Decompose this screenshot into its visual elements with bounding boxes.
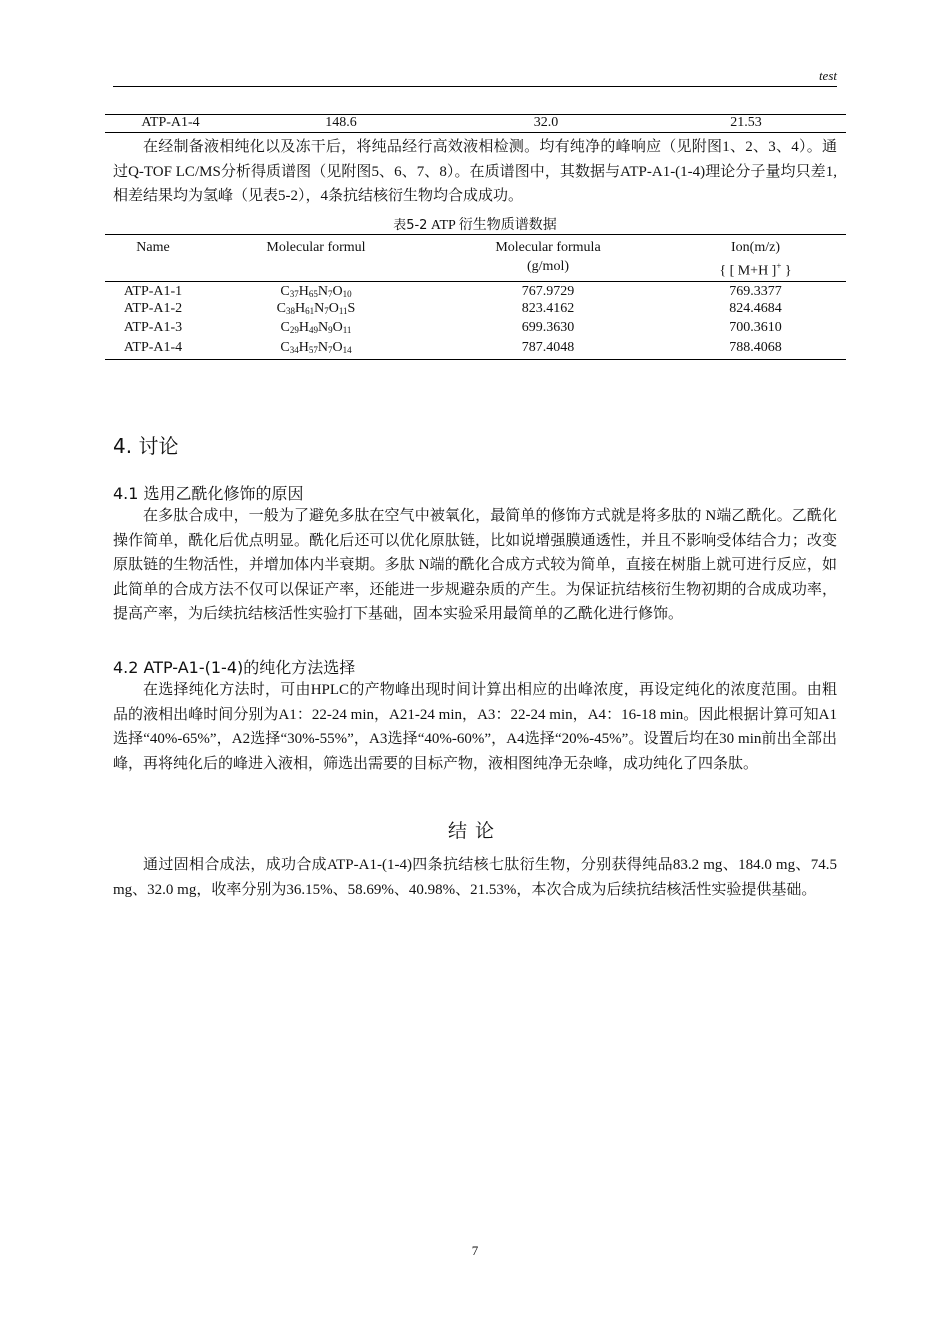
caption-label: 表5-2 [393, 218, 428, 233]
cell-mw: 787.4048 [521, 339, 575, 355]
table-caption [0, 214, 950, 234]
cell-mw: 767.9729 [521, 283, 575, 299]
table-cell: 148.6 [325, 115, 357, 130]
cell-mw: 699.3630 [521, 320, 575, 336]
table-cell: 32.0 [533, 115, 559, 130]
header-formula: Molecular formul [266, 240, 366, 255]
cell-ion: 788.4068 [729, 339, 782, 355]
subsection-heading: 4.2 ATP-A1-(1-4)的纯化方法选择 [113, 658, 356, 677]
table-header-row [105, 235, 846, 282]
cell-name: ATP-A1-2 [123, 300, 183, 316]
cell-mw: 823.4162 [521, 300, 575, 316]
cell-formula: $C_{37}H_{65}N_7O_{10}$ [280, 283, 352, 299]
header-name: Name [136, 240, 170, 255]
running-header: test [818, 68, 837, 83]
subsection-heading: 4.1 选用乙酰化修饰的原因 [113, 484, 304, 503]
section-heading: 4. 讨论 [113, 434, 179, 458]
caption-text: ATP 衍生物质谱数据 [430, 218, 557, 233]
page-number: 7 [471, 1243, 479, 1258]
paragraph: 在选择纯化方法时，可由HPLC的产物峰出现时间计算出相应的出峰浓度，再设定纯化的浓度范围。由粗品的液相出峰时间分别为A1：22-24 min，A21-24 min，A3：22-24 min，A4：16-18 min。因此根据计算可知A1选择“40%-65%”，A2选择“30%-55%”，A3选择“40%-60%”，A4选择“20%-45%”。设置后均在30 min前出全部出峰，再将纯化后的峰进入液相，筛选出需要的目标产物，液相图纯净无杂峰，成功纯化了四条肽。 [113, 682, 837, 772]
paragraph: 在多肽合成中，一般为了避免多肽在空气中被氧化，最简单的修饰方式就是将多肽的 N端乙酰化。乙酰化操作简单，酰化后优点明显。酰化后还可以优化原肽链，比如说增强膜通透性，并且不影响受体结合力；改变原肽链的生物活性，并增加体内半衰期。多肽 N端的酰化合成方式较为简单，直接在树脂上就可进行反应，如此简单的合成方法不仅可以保证产率，还能进一步规避杂质的产生。为保证抗结核衍生物初期的合成成功率，提高产率，为后续抗结核活性实验打下基础，固本实验采用最简单的乙酰化进行修饰。 [113, 508, 837, 623]
header-ion-unit: { [ M+H ]+ } [719, 261, 792, 279]
table-row [105, 281, 846, 301]
cell-formula: $C_{29}H_{49}N_9O_{11}$ [280, 320, 352, 336]
cell-ion: 769.3377 [729, 283, 782, 299]
cell-formula: $C_{38}H_{61}N_7O_{11}S$ [276, 300, 356, 316]
cell-ion: 700.3610 [729, 320, 782, 336]
table-row [105, 115, 846, 133]
cell-name: ATP-A1-3 [123, 320, 183, 336]
table-row [105, 320, 846, 340]
cell-name: ATP-A1-1 [123, 283, 183, 299]
header-mw: Molecular formula (g/mol) [495, 240, 601, 274]
paragraph: 通过固相合成法，成功合成ATP-A1-(1-4)四条抗结核七肽衍生物，分别获得纯品83.2 mg、184.0 mg、74.5 mg、32.0 mg，收率分别为36.15%、58.69%、40.98%、21.53%，本次合成为后续抗结核活性实验提供基础。 [113, 857, 837, 898]
paragraph: 在经制备液相纯化以及冻干后，将纯品经行高效液相检测。均有纯净的峰响应（见附图1、2、3、4）。通过Q-TOF LC/MS分析得质谱图（见附图5、6、7、8）。在质谱图中，其数据与ATP-A1-(1-4)理论分子量均只差1,相差结果均为氢峰（见表5-2），4条抗结核衍生物均合成成功。 [113, 139, 837, 205]
table-cell: ATP-A1-4 [141, 115, 200, 130]
table-row [105, 340, 846, 360]
table-cell: 21.53 [730, 115, 762, 130]
mass-spec-table [105, 234, 846, 360]
header-ion: Ion(m/z) { [ M+H ]+ } [665, 235, 846, 282]
cell-ion: 824.4684 [729, 300, 782, 316]
cell-formula: $C_{34}H_{57}N_7O_{14}$ [280, 339, 352, 355]
header-rule [113, 86, 837, 87]
table-5-1-continued [105, 114, 846, 133]
table-row [105, 301, 846, 321]
cell-name: ATP-A1-4 [123, 339, 183, 355]
conclusion-heading: 结论 [447, 820, 502, 842]
